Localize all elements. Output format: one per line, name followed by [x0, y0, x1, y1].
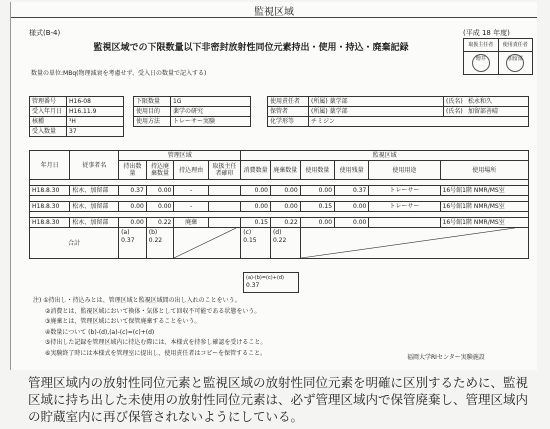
cell: 16号館1階 NMR/MS室 [440, 218, 528, 228]
note: ②消費とは、監視区域において換体・気体として回収不可能である状態をいう。 [45, 307, 261, 315]
total-c-label: (c) [243, 229, 252, 236]
cell: 0.00 [300, 218, 334, 228]
fiscal-year: (平成 18 年度) [463, 29, 510, 37]
diagonal-lines [301, 228, 515, 258]
cell: 0.37 [119, 186, 147, 196]
info-label: 核種 [30, 117, 67, 127]
info-name-label: (氏名) [444, 97, 467, 107]
table-row [30, 186, 529, 196]
cell: 0.00 [270, 202, 300, 212]
note: ③廃棄とは、管理区域において保管廃棄することをいう。 [45, 318, 201, 325]
col-header-date: 年月日 [30, 151, 70, 180]
seal-stamp-0: 増井 [472, 54, 490, 72]
cell: H18.8.30 [30, 218, 70, 228]
cell [208, 202, 240, 212]
group-header-monitor: 監視区域 [241, 151, 529, 161]
sig-header-0: 取扱主任者 [464, 39, 499, 52]
col-header: 廃棄数量 [270, 161, 300, 180]
total-b: 0.22 [148, 237, 163, 244]
sum-value: 0.37 [246, 282, 260, 289]
info-label: 保管者 [268, 107, 309, 117]
diagonal-cell [174, 228, 241, 259]
total-b-label: (b) [148, 229, 158, 236]
cell: 松永、加留部 [70, 186, 119, 196]
col-header: 取扱主任者確印 [208, 161, 240, 180]
col-header: 使用残量 [335, 161, 369, 180]
cell: 0.00 [119, 202, 147, 212]
cell: 0.22 [270, 218, 300, 228]
info-value: H16.11.9 [67, 107, 124, 117]
info-name: 加留部善晴 [466, 107, 529, 117]
cell: H18.8.30 [30, 202, 70, 212]
cell: 0.37 [335, 186, 369, 196]
sum-formula: (a)-(b)=(c)+(d) [246, 275, 284, 281]
note: ⑤持出した記録を管理区域内に持込む際には、本様式を持参し確認を受けること。 [45, 339, 267, 346]
info-value: ³H [67, 117, 124, 127]
col-header: 使用数量 [300, 161, 334, 180]
cell: 0.15 [300, 202, 334, 212]
cell: 松永、加留部 [70, 218, 119, 228]
col-header: 持出数量 [119, 161, 147, 180]
info-left [29, 96, 124, 137]
total-a-label: (a) [121, 229, 130, 236]
form-title: 監視区域での下限数量以下非密封放射性同位元素持出・使用・持込・廃棄記録 [93, 43, 409, 53]
info-value: 薬学の研究 [171, 107, 251, 117]
cell: 松永、加留部 [70, 202, 119, 212]
diagonal-cell [300, 228, 528, 259]
table-row [30, 202, 529, 212]
col-header: 持込理由 [174, 161, 209, 180]
info-label: 使用目的 [134, 107, 171, 117]
cell: 0.00 [335, 218, 369, 228]
group-header-management: 管理区域 [119, 151, 241, 161]
cell: トレーサー [369, 202, 440, 212]
note: 注) ①持出し・持込みとは、管理区域と監視区域間の出し入れのことをいう。 [33, 297, 241, 304]
cell: 0.00 [119, 218, 147, 228]
info-label: 使用方法 [134, 117, 171, 127]
cell: 廃棄 [174, 218, 209, 228]
cell: 16号館1階 NMR/MS室 [440, 202, 528, 212]
cell: 0.00 [146, 186, 174, 196]
total-d-label: (d) [272, 229, 282, 236]
page-header: 監視区域 [254, 7, 294, 18]
seal-stamp-1: 加留部 [506, 54, 524, 72]
cell: 0.00 [300, 186, 334, 196]
info-label: 下限数量 [134, 97, 171, 107]
cell: 0.00 [335, 202, 369, 212]
sig-header-1: 使用責任者 [498, 39, 533, 52]
notes-list [33, 296, 266, 359]
cell: 0.00 [241, 186, 271, 196]
info-right [267, 96, 529, 127]
cell: 0.22 [146, 218, 174, 228]
cell: 0.00 [241, 202, 271, 212]
info-dept: (所属) 薬学部 [309, 107, 444, 117]
form-number: 様式(B-4) [29, 29, 61, 37]
info-value: 1G [171, 97, 251, 107]
info-value: 37 [67, 127, 124, 137]
total-label: 合計 [30, 228, 119, 259]
cell: 0.00 [146, 202, 174, 212]
cell: 0.15 [241, 218, 271, 228]
info-dept: チミジン [309, 117, 529, 127]
header-rule [11, 17, 537, 18]
total-c: 0.15 [243, 237, 257, 244]
col-header: 使用用途 [369, 161, 440, 180]
unit-note: 数量の単位:MBq(物理減衰を考慮せず、受入日の数量で記入する) [31, 70, 207, 77]
cell: - [174, 186, 209, 196]
info-label: 使用責任者 [268, 97, 309, 107]
col-header: 持込廃棄数量 [146, 161, 174, 180]
info-label: 受入数量 [30, 127, 67, 137]
info-dept: (所属) 薬学部 [309, 97, 444, 107]
cell: - [174, 202, 209, 212]
info-mid [133, 96, 251, 127]
caption-text: 管理区域内の放射性同位元素と監視区域の放射性同位元素を明確に区別するために、監視区域に持ち出した未使用の放射性同位元素は、必ず管理区域内で保管廃棄し、管理区域内の貯蔵室内に再び保管されないようにしている。 [28, 375, 529, 424]
info-value: トレーサー実験 [171, 117, 251, 127]
cell: 0.00 [270, 186, 300, 196]
total-a: 0.37 [121, 237, 135, 244]
footer-org: 福岡大学RIセンター実験施設 [407, 354, 485, 361]
diagonal-lines [174, 228, 236, 258]
cell [369, 218, 440, 228]
info-label: 管理番号 [30, 97, 67, 107]
sum-box [243, 272, 299, 293]
info-name-label: (氏名) [444, 107, 467, 117]
col-header-worker: 従事者名 [70, 151, 119, 180]
cell: H18.8.30 [30, 186, 70, 196]
total-d: 0.22 [272, 237, 287, 244]
col-header: 消費数量 [241, 161, 271, 180]
cell: 16号館1階 NMR/MS室 [440, 186, 528, 196]
table-row [30, 218, 529, 228]
info-value: H16-08 [67, 97, 124, 107]
scanned-form [10, 2, 537, 370]
record-table [29, 150, 529, 259]
cell [208, 218, 240, 228]
info-name: 松永和久 [466, 97, 529, 107]
note: ⑥実験終了時には本様式を管理室に提出し、使用責任者はコピーを保管すること。 [45, 349, 267, 357]
totals-row [30, 228, 529, 259]
col-header: 使用場所 [440, 161, 528, 180]
cell [208, 186, 240, 196]
info-label: 受入年月日 [30, 107, 67, 117]
cell: トレーサー [369, 186, 440, 196]
info-label: 化学形等 [268, 117, 309, 127]
note: ④数量について (b)-(d),(a)-(c)=(c)+(d) [45, 328, 155, 336]
